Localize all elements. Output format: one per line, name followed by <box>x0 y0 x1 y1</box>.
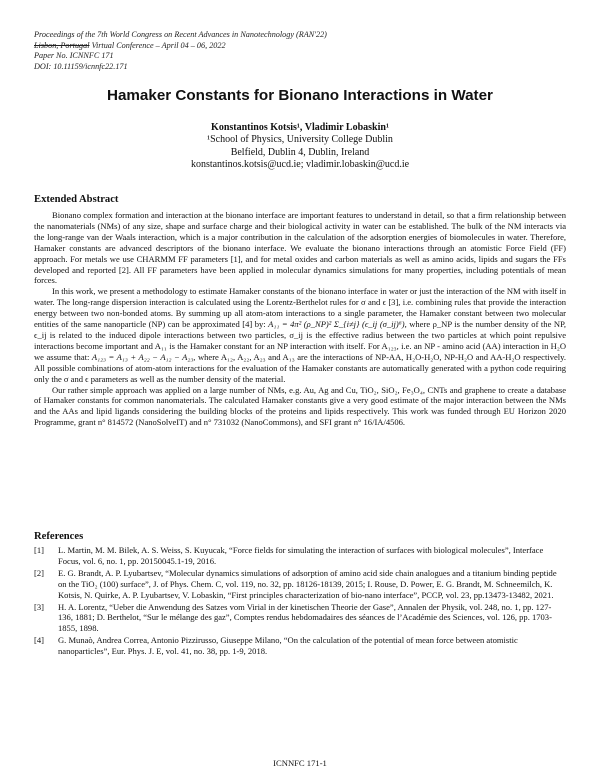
header-line-1: Proceedings of the 7th World Congress on Recent Advances in Nanotechnology (RAN'22) <box>34 30 327 39</box>
reference-text: E. G. Brandt, A. P. Lyubartsev, “Molecular dynamics simulations of adsorption of amino acid side chain analogues and a titanium binding peptide on the TiO₂ (100) surface”, J. of Phys. Chem. C, vol. 119, no. 32, pp. 18126-18139, 2015; I. Rouse, D. Power, E. G. Brandt, M. Schneemilch, K. Kotsis, N. Quirke, A. P. Lyubartsev, V. Lobaskin, “First principles characterization of bio-nano interface”, PCCP, vol. 23, pp.13473-13482, 2021. <box>58 567 557 600</box>
abstract-p2-text-a: In this work, we present a methodology to estimate Hamaker constants of the bionano interface in water or just the interaction of the NM with itself in water. The long-range dispersion interaction is calculated using the Lorentz-Berthelot rules for σ and ϵ [3], i.e. combining rules that provide the interaction energy between two non-bonded atoms. By summing up all atom-atom interactions to a single parameter, the Hamaker constant between two molecular entities of the same nanoparticle (NP) can be approximated [4] by: <box>34 286 566 330</box>
header-strike-location: Lisbon, Portugal <box>34 40 90 50</box>
reference-text: H. A. Lorentz, “Ueber die Anwendung des Satzes vom Virial in der kinetischen Theorie der Gase”, Annalen der Physik, vol. 248, no. 1, pp. 127-136, 1881; D. Berthelot, “Sur le mélange des gaz”, Comptes rendus hebdomadaires des séances de l’Académie des Sciences, vol. 126, pp. 1703-1855, 1898. <box>58 601 552 634</box>
abstract-paragraph-3: Our rather simple approach was applied on a large number of NMs, e.g. Au, Ag and Cu, TiO₂, SiO₂, Fe₃O₄, CNTs and graphene to create a database of Hamaker constants for common nanomaterials. The calculated Hamaker constants give a very good estimate of the major interaction between the NMs and the AAs and lipid ligands considering the building blocks of the proteins and lipids respectively. This work was funded through EU Horizon 2020 Programme, grant n° 814572 (NanoSolveIT) and n° 731032 (NanoCommons), and SFI grant n° 16/IA/4506. <box>34 384 566 428</box>
reference-number: [2] <box>34 567 44 578</box>
references-list <box>34 545 566 658</box>
reference-item <box>34 545 566 567</box>
author-block <box>0 122 600 172</box>
abstract-p2-text-b: , where ρ_NP is the number density of the NP, ϵ_ij is related to the induced dipole interactions between two particles, σ_ij is the effective radius between the two particles at which point repulsive interactions become important and A₁₁ is the Hamaker constant for an NP interaction with itself. For A₁₂₃, i.e. an NP - amino acid (AA) interaction in H₂O we assume that: <box>34 319 567 362</box>
equation-hamaker-self: A₁₁ = 4π² (ρ_NP)² Σ_{i≠j} (ϵ_ij (σ_ij)⁶) <box>268 319 405 330</box>
paper-title: Hamaker Constants for Bionano Interactions in Water <box>107 87 493 104</box>
reference-number: [3] <box>34 601 44 612</box>
reference-number: [1] <box>34 545 44 555</box>
abstract-paragraph-2 <box>34 286 566 384</box>
header-paper-number: Paper No. ICNNFC 171 <box>34 51 114 61</box>
abstract-body <box>34 210 566 428</box>
proceedings-header <box>34 30 327 72</box>
header-virtual-conference: Virtual Conference – April 04 – 06, 2022 <box>89 40 226 50</box>
reference-item <box>34 602 566 635</box>
abstract-p2-text-c: , where A₁₂, A₂₂, A₂₃ and A₁₃ are the interactions of NP-AA, H₂O-H₂O, NP-H₂O and AA-H₂O respectively. All possible combinations of atom-atom interactions for the evaluation of the Hamaker constants are automatically generated with a python code requiring only the σ and ϵ parameters as well as the number density of the material. <box>34 351 566 384</box>
abstract-paragraph-1: Bionano complex formation and interaction at the bionano interface are important features to understand in detail, so that a firm relationship between the nanomaterials (NMs) of any size, shape and surface charge and their biological activity in water can be established. The bulk of the NM interacts via the long-range van der Waals interaction, which is a major contribution in the calculation of the adsorption energies of biomolecules in water. Therefore, Hamaker constants are advanced descriptors of the bionano interface. We evaluate the bionano interactions through an atomistic Force Field (FF) approach. For metals we use CHARMM FF parameters [1], and for metal oxides and carbon materials as well as amino acids, lipids and sugars the FFs developed and reported [2]. All FF parameters have been applied in molecular dynamics simulations for many properties, including potentials of mean forces. <box>34 210 566 286</box>
author-address: Belfield, Dublin 4, Dublin, Ireland <box>230 146 370 158</box>
references-heading: References <box>34 531 84 542</box>
author-names: Konstantinos Kotsis¹, Vladimir Lobaskin¹ <box>211 122 389 133</box>
equation-hamaker-combined: A₁₂₃ = A₁₃ + A₂₂ − A₁₂ − A₂₃ <box>91 351 194 362</box>
page-footer: ICNNFC 171-1 <box>273 758 327 768</box>
reference-number: [4] <box>34 635 44 646</box>
header-doi: DOI: 10.11159/icnnfc22.171 <box>34 61 128 71</box>
reference-item <box>34 568 566 601</box>
author-affiliation: ¹School of Physics, University College Dublin <box>207 134 393 146</box>
reference-text: L. Martin, M. M. Bilek, A. S. Weiss, S. Kuyucak, “Force fields for simulating the interaction of surfaces with biological molecules”, Interface Focus, vol. 6, no. 1, pp. 20150045.1-19, 2016. <box>58 545 544 566</box>
header-line-2 <box>34 41 327 52</box>
reference-text: G. Munaò, Andrea Correa, Antonio Pizzirusso, Giuseppe Milano, “On the calculation of the potential of mean force between atomistic nanoparticles”, Eur. Phys. J. E, vol. 41, no. 38, pp. 1-9, 2018. <box>58 635 518 657</box>
abstract-heading: Extended Abstract <box>34 194 119 205</box>
author-emails: konstantinos.kotsis@ucd.ie; vladimir.lobaskin@ucd.ie <box>190 159 410 171</box>
reference-item <box>34 635 566 657</box>
